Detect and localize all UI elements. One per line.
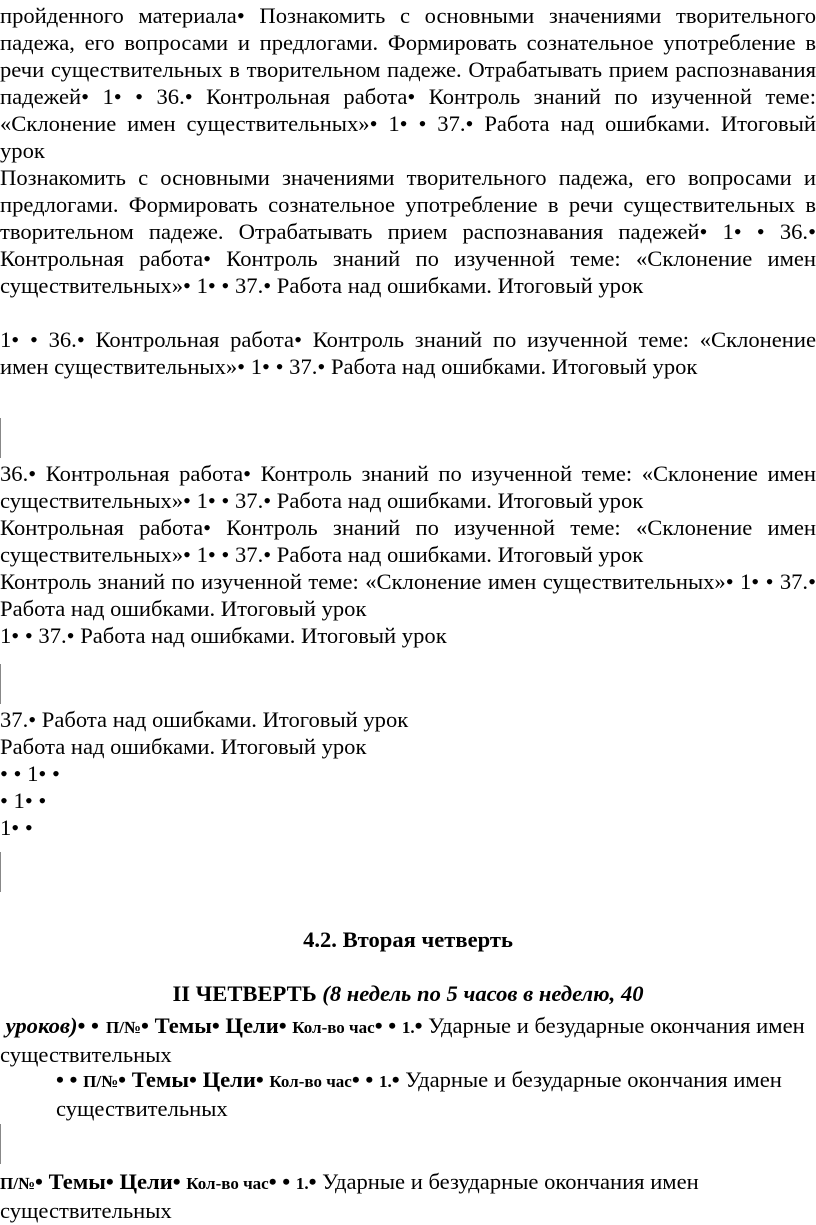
row-lead: • • bbox=[77, 1013, 99, 1038]
paragraph-8: 37.• Работа над ошибками. Итоговый урок bbox=[0, 707, 409, 732]
row-num: 1. bbox=[295, 1174, 309, 1193]
topic: Ударные и безударные окончания имен существительных bbox=[0, 1013, 805, 1067]
paragraph-10: • • 1• • bbox=[0, 761, 60, 786]
col-goals: Цели bbox=[202, 1067, 256, 1092]
col-topics: Темы bbox=[131, 1067, 189, 1092]
col-num: П/№ bbox=[83, 1072, 119, 1091]
paragraph-marker bbox=[0, 418, 1, 458]
section-title: 4.2. Вторая четверть bbox=[303, 927, 513, 952]
col-num: П/№ bbox=[0, 1174, 36, 1193]
paragraph-7: 1• • 37.• Работа над ошибками. Итоговый урок bbox=[0, 623, 447, 648]
paragraph-marker bbox=[0, 852, 1, 892]
row-num: 1. bbox=[378, 1072, 392, 1091]
table-row-3: П/№• Темы• Цели• Кол-во час• • 1.• Ударные и безударные окончания имен существительных bbox=[0, 1169, 699, 1223]
paragraph-2: Познакомить с основными значениями творительного падежа, его вопросами и предлогами. Формировать сознательное употребление в речи существительных в творительном падеже. Отрабатывать прием распознавания падежей• 1• • 36.• Контрольная работа• Контроль знаний по изученной теме: «Склонение имен существительных»• 1• • 37.• Работа над ошибками. Итоговый урок bbox=[0, 165, 816, 298]
paragraph-marker bbox=[0, 664, 1, 704]
paragraph-12: 1• • bbox=[0, 815, 33, 840]
col-goals: Цели bbox=[119, 1169, 173, 1194]
paragraph-3: 1• • 36.• Контрольная работа• Контроль знаний по изученной теме: «Склонение имен существительных»• 1• • 37.• Работа над ошибками. Итоговый урок bbox=[0, 327, 816, 379]
topic: Ударные и безударные окончания имен существительных bbox=[0, 1169, 699, 1223]
col-topics: Темы bbox=[48, 1169, 106, 1194]
paragraph-6: Контроль знаний по изученной теме: «Склонение имен существительных»• 1• • 37.• Работа над ошибками. Итоговый урок bbox=[0, 569, 816, 621]
col-hours: Кол-во час bbox=[292, 1018, 375, 1037]
paragraph-5: Контрольная работа• Контроль знаний по изученной теме: «Склонение имен существительных»• 1• • 37.• Работа над ошибками. Итоговый урок bbox=[0, 515, 816, 567]
col-hours: Кол-во час bbox=[186, 1174, 269, 1193]
paragraph-marker bbox=[0, 1124, 1, 1164]
table-row-2: • • П/№• Темы• Цели• Кол-во час• • 1.• Ударные и безударные окончания имен существительных bbox=[56, 1067, 782, 1121]
table-row-1: П/№• Темы• Цели• Кол-во час• • 1.• Ударные и безударные окончания имен существительных bbox=[0, 1013, 805, 1067]
paragraph-1: пройденного материала• Познакомить с основными значениями творительного падежа, его вопросами и предлогами. Формировать сознательное употребление в речи существительных в творительном падеже. Отрабатывать прием распознавания падежей• 1• • 36.• Контрольная работа• Контроль знаний по изученной теме: «Склонение имен существительных»• 1• • 37.• Работа над ошибками. Итоговый урок bbox=[0, 3, 816, 163]
paragraph-9: Работа над ошибками. Итоговый урок bbox=[0, 734, 367, 759]
row-num: 1. bbox=[401, 1018, 415, 1037]
quarter-heading bbox=[0, 980, 816, 1007]
quarter-heading-text: II ЧЕТВЕРТЬ bbox=[172, 981, 317, 1006]
col-hours: Кол-во час bbox=[269, 1072, 352, 1091]
topic: Ударные и безударные окончания имен существительных bbox=[56, 1067, 782, 1121]
paragraph-4: 36.• Контрольная работа• Контроль знаний по изученной теме: «Склонение имен существительных»• 1• • 37.• Работа над ошибками. Итоговый урок bbox=[0, 461, 816, 513]
col-num: П/№ bbox=[105, 1018, 142, 1037]
paragraph-11: • 1• • bbox=[0, 788, 47, 813]
row-lead: • • bbox=[56, 1067, 84, 1092]
quarter-note: (8 недель по 5 часов в неделю, 40 bbox=[322, 981, 644, 1006]
col-topics: Темы bbox=[154, 1013, 212, 1038]
col-goals: Цели bbox=[225, 1013, 279, 1038]
quarter-note-tail: уроков) bbox=[5, 1013, 78, 1038]
